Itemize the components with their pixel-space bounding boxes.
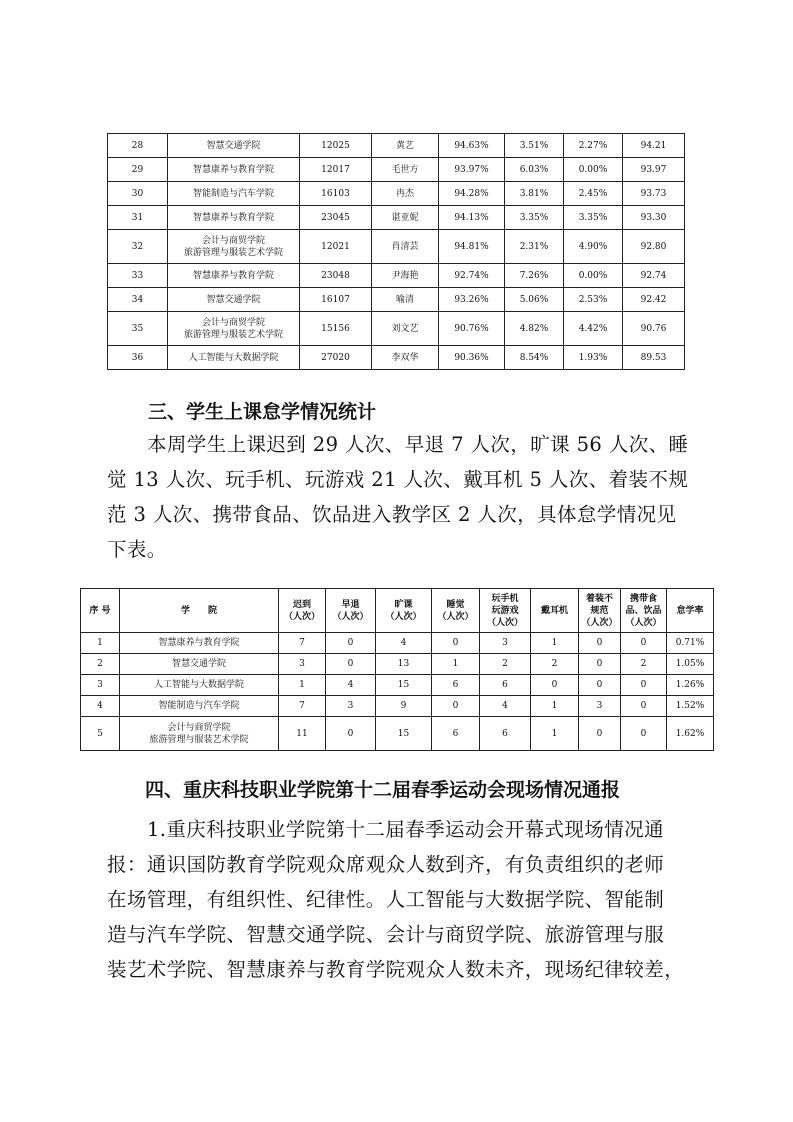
teacher-name: 刘文艺 bbox=[372, 312, 439, 346]
cell-food: 2 bbox=[621, 654, 667, 675]
rate-3: 4.90% bbox=[564, 230, 623, 264]
rate-2: 6.03% bbox=[505, 158, 564, 182]
teacher-name: 毛世方 bbox=[372, 158, 439, 182]
column-header-line: （人次） bbox=[625, 617, 662, 628]
cell-earphone: 1 bbox=[531, 633, 579, 654]
cell-food: 0 bbox=[621, 675, 667, 696]
table-row bbox=[108, 230, 685, 264]
cell-earphone: 2 bbox=[531, 654, 579, 675]
column-header bbox=[621, 589, 667, 633]
cell-absent: 4 bbox=[376, 633, 432, 654]
college-name bbox=[168, 158, 300, 182]
column-header-line: （人次） bbox=[332, 611, 369, 622]
college-name-line: 旅游管理与服装艺术学院 bbox=[149, 734, 249, 745]
college-name bbox=[168, 206, 300, 230]
paragraph-line: 下表。 bbox=[107, 538, 167, 561]
college-name bbox=[168, 264, 300, 288]
paragraph-line: 1.重庆科技职业学院第十二届春季运动会开幕式现场情况通 bbox=[147, 818, 664, 841]
score: 93.30 bbox=[623, 206, 685, 230]
cell-sleep: 1 bbox=[432, 654, 480, 675]
teacher-name: 冉杰 bbox=[372, 182, 439, 206]
paragraph-line: 在场管理，有组织性、纪律性。人工智能与大数据学院、智能制 bbox=[107, 888, 665, 911]
teacher-name: 谌亚妮 bbox=[372, 206, 439, 230]
college-name-line: 智慧交通学院 bbox=[206, 294, 261, 305]
cell-rate: 1.52% bbox=[667, 696, 714, 717]
rate-3: 3.35% bbox=[564, 206, 623, 230]
table-row bbox=[108, 264, 685, 288]
college-name-line: 人工智能与大数据学院 bbox=[153, 680, 244, 690]
table-row bbox=[108, 134, 685, 158]
college-name-line: 旅游管理与服装艺术学院 bbox=[183, 329, 283, 340]
column-header bbox=[376, 589, 432, 633]
table-row bbox=[108, 312, 685, 346]
table-row bbox=[108, 182, 685, 206]
cell-phone: 3 bbox=[480, 633, 531, 654]
column-header-line: 携带食 bbox=[629, 593, 657, 604]
cell-sleep: 0 bbox=[432, 696, 480, 717]
cell-early: 4 bbox=[326, 675, 376, 696]
cell-dress: 0 bbox=[579, 675, 621, 696]
table-row bbox=[81, 675, 714, 696]
teacher-name: 尹海艳 bbox=[372, 264, 439, 288]
ranking-table bbox=[107, 133, 685, 370]
college-name-line: 会计与商贸学院 bbox=[201, 317, 265, 328]
column-header-line: 玩手机 bbox=[491, 593, 519, 604]
column-header-line: （人次） bbox=[385, 611, 422, 622]
cell-phone: 6 bbox=[480, 717, 531, 751]
rate-2: 3.81% bbox=[505, 182, 564, 206]
college-name-line: 旅游管理与服装艺术学院 bbox=[183, 247, 283, 258]
college-name bbox=[120, 717, 279, 751]
column-header bbox=[120, 589, 279, 633]
column-header bbox=[667, 589, 714, 633]
teacher-id: 16107 bbox=[300, 288, 372, 312]
rate-3: 1.93% bbox=[564, 346, 623, 370]
rate-1: 92.74% bbox=[439, 264, 505, 288]
college-name bbox=[168, 312, 300, 346]
cell-early: 0 bbox=[326, 717, 376, 751]
college-name bbox=[168, 346, 300, 370]
teacher-name: 喻清 bbox=[372, 288, 439, 312]
college-name-line: 人工智能与大数据学院 bbox=[188, 352, 279, 363]
rate-1: 90.76% bbox=[439, 312, 505, 346]
score: 89.53 bbox=[623, 346, 685, 370]
college-name bbox=[168, 134, 300, 158]
college-name bbox=[120, 633, 279, 654]
rate-2: 8.54% bbox=[505, 346, 564, 370]
rate-1: 94.63% bbox=[439, 134, 505, 158]
rate-2: 7.26% bbox=[505, 264, 564, 288]
column-header-line: 早退 bbox=[341, 599, 360, 610]
teacher-name: 黄艺 bbox=[372, 134, 439, 158]
teacher-id: 12021 bbox=[300, 230, 372, 264]
cell-dress: 0 bbox=[579, 717, 621, 751]
rate-2: 4.82% bbox=[505, 312, 564, 346]
score: 94.21 bbox=[623, 134, 685, 158]
paragraph-line: 范 3 人次、携带食品、饮品进入教学区 2 人次，具体怠学情况见 bbox=[107, 503, 677, 526]
teacher-id: 12025 bbox=[300, 134, 372, 158]
column-header bbox=[480, 589, 531, 633]
section3-heading: 三、学生上课怠学情况统计 bbox=[148, 401, 377, 423]
table-row bbox=[108, 206, 685, 230]
rank-no: 33 bbox=[108, 264, 168, 288]
table-row bbox=[81, 696, 714, 717]
cell-no: 1 bbox=[81, 633, 120, 654]
paragraph-line: 觉 13 人次、玩手机、玩游戏 21 人次、戴耳机 5 人次、着装不规 bbox=[107, 468, 689, 491]
rate-3: 0.00% bbox=[564, 264, 623, 288]
rank-no: 28 bbox=[108, 134, 168, 158]
column-header bbox=[81, 589, 120, 633]
teacher-name: 肖清芸 bbox=[372, 230, 439, 264]
rate-1: 93.26% bbox=[439, 288, 505, 312]
rate-3: 4.42% bbox=[564, 312, 623, 346]
rate-1: 93.97% bbox=[439, 158, 505, 182]
cell-dress: 0 bbox=[579, 633, 621, 654]
cell-phone: 6 bbox=[480, 675, 531, 696]
column-header-line: 着装不 bbox=[585, 593, 613, 604]
column-header-line: 序 号 bbox=[89, 605, 111, 616]
cell-no: 2 bbox=[81, 654, 120, 675]
teacher-id: 16103 bbox=[300, 182, 372, 206]
cell-late: 7 bbox=[279, 696, 326, 717]
college-name bbox=[168, 288, 300, 312]
rate-3: 0.00% bbox=[564, 158, 623, 182]
paragraph-line: 装艺术学院、智慧康养与教育学院观众人数未齐，现场纪律较差， bbox=[107, 958, 685, 981]
table-row bbox=[108, 288, 685, 312]
column-header-line: （人次） bbox=[486, 617, 523, 628]
column-header-line: （人次） bbox=[581, 617, 618, 628]
cell-rate: 1.05% bbox=[667, 654, 714, 675]
teacher-id: 23048 bbox=[300, 264, 372, 288]
college-name bbox=[168, 182, 300, 206]
column-header-line: 怠学率 bbox=[676, 605, 704, 616]
column-header-line: 品、饮品 bbox=[625, 605, 662, 616]
rate-2: 2.31% bbox=[505, 230, 564, 264]
rate-2: 3.51% bbox=[505, 134, 564, 158]
cell-absent: 9 bbox=[376, 696, 432, 717]
score: 93.97 bbox=[623, 158, 685, 182]
cell-no: 4 bbox=[81, 696, 120, 717]
college-name-line: 智能制造与汽车学院 bbox=[158, 701, 240, 711]
cell-food: 0 bbox=[621, 633, 667, 654]
column-header-line: 学 院 bbox=[180, 605, 217, 616]
cell-rate: 1.26% bbox=[667, 675, 714, 696]
cell-sleep: 6 bbox=[432, 717, 480, 751]
section4-heading: 四、重庆科技职业学院第十二届春季运动会现场情况通报 bbox=[145, 779, 621, 801]
rank-no: 32 bbox=[108, 230, 168, 264]
teacher-id: 12017 bbox=[300, 158, 372, 182]
college-name-line: 智慧康养与教育学院 bbox=[192, 270, 274, 281]
rank-no: 36 bbox=[108, 346, 168, 370]
rank-no: 29 bbox=[108, 158, 168, 182]
column-header-line: （人次） bbox=[437, 611, 474, 622]
rank-no: 34 bbox=[108, 288, 168, 312]
column-header bbox=[579, 589, 621, 633]
cell-phone: 2 bbox=[480, 654, 531, 675]
college-name-line: 会计与商贸学院 bbox=[201, 235, 265, 246]
rate-2: 5.06% bbox=[505, 288, 564, 312]
college-name-line: 智慧康养与教育学院 bbox=[192, 164, 274, 175]
cell-absent: 13 bbox=[376, 654, 432, 675]
cell-sleep: 0 bbox=[432, 633, 480, 654]
cell-rate: 1.62% bbox=[667, 717, 714, 751]
cell-absent: 15 bbox=[376, 717, 432, 751]
cell-no: 3 bbox=[81, 675, 120, 696]
college-name-line: 智慧交通学院 bbox=[171, 659, 226, 669]
cell-late: 11 bbox=[279, 717, 326, 751]
cell-no: 5 bbox=[81, 717, 120, 751]
cell-earphone: 1 bbox=[531, 717, 579, 751]
cell-early: 3 bbox=[326, 696, 376, 717]
college-name bbox=[120, 696, 279, 717]
table-row bbox=[81, 717, 714, 751]
rank-no: 35 bbox=[108, 312, 168, 346]
cell-dress: 3 bbox=[579, 696, 621, 717]
cell-absent: 15 bbox=[376, 675, 432, 696]
cell-dress: 0 bbox=[579, 654, 621, 675]
teacher-id: 15156 bbox=[300, 312, 372, 346]
cell-phone: 4 bbox=[480, 696, 531, 717]
rate-1: 94.81% bbox=[439, 230, 505, 264]
cell-late: 3 bbox=[279, 654, 326, 675]
paragraph-line: 报：通识国防教育学院观众席观众人数到齐，有负责组织的老师 bbox=[107, 853, 665, 876]
college-name-line: 智慧康养与教育学院 bbox=[192, 212, 274, 223]
cell-food: 0 bbox=[621, 696, 667, 717]
rate-3: 2.27% bbox=[564, 134, 623, 158]
cell-rate: 0.71% bbox=[667, 633, 714, 654]
rate-1: 94.13% bbox=[439, 206, 505, 230]
cell-earphone: 1 bbox=[531, 696, 579, 717]
column-header-line: 睡觉 bbox=[446, 599, 465, 610]
cell-late: 1 bbox=[279, 675, 326, 696]
table-row bbox=[108, 346, 685, 370]
table-row bbox=[108, 158, 685, 182]
rate-2: 3.35% bbox=[505, 206, 564, 230]
cell-early: 0 bbox=[326, 633, 376, 654]
table-row bbox=[81, 654, 714, 675]
column-header-line: 旷课 bbox=[394, 599, 413, 610]
score: 92.42 bbox=[623, 288, 685, 312]
college-name-line: 智慧交通学院 bbox=[206, 140, 261, 151]
rate-1: 90.36% bbox=[439, 346, 505, 370]
score: 92.80 bbox=[623, 230, 685, 264]
score: 90.76 bbox=[623, 312, 685, 346]
column-header bbox=[326, 589, 376, 633]
cell-food: 0 bbox=[621, 717, 667, 751]
rank-no: 31 bbox=[108, 206, 168, 230]
teacher-id: 27020 bbox=[300, 346, 372, 370]
rank-no: 30 bbox=[108, 182, 168, 206]
cell-early: 0 bbox=[326, 654, 376, 675]
college-name-line: 智慧康养与教育学院 bbox=[158, 638, 240, 648]
table-row bbox=[81, 633, 714, 654]
column-header-line: 玩游戏 bbox=[491, 605, 519, 616]
score: 93.73 bbox=[623, 182, 685, 206]
column-header-line: 规范 bbox=[590, 605, 609, 616]
college-name bbox=[120, 654, 279, 675]
column-header bbox=[279, 589, 326, 633]
teacher-id: 23045 bbox=[300, 206, 372, 230]
cell-sleep: 6 bbox=[432, 675, 480, 696]
college-name-line: 智能制造与汽车学院 bbox=[192, 188, 274, 199]
column-header-line: （人次） bbox=[283, 611, 320, 622]
college-name bbox=[120, 675, 279, 696]
teacher-name: 李双华 bbox=[372, 346, 439, 370]
cell-late: 7 bbox=[279, 633, 326, 654]
rate-1: 94.28% bbox=[439, 182, 505, 206]
paragraph-line: 本周学生上课迟到 29 人次、早退 7 人次，旷课 56 人次、睡 bbox=[147, 433, 689, 456]
cell-earphone: 0 bbox=[531, 675, 579, 696]
column-header-line: 迟到 bbox=[292, 599, 311, 610]
absence-table bbox=[80, 588, 714, 751]
college-name-line: 会计与商贸学院 bbox=[167, 722, 231, 733]
college-name bbox=[168, 230, 300, 264]
column-header bbox=[531, 589, 579, 633]
column-header bbox=[432, 589, 480, 633]
column-header-line: 戴耳机 bbox=[540, 605, 568, 616]
score: 92.74 bbox=[623, 264, 685, 288]
paragraph-line: 造与汽车学院、智慧交通学院、会计与商贸学院、旅游管理与服 bbox=[107, 923, 665, 946]
rate-3: 2.45% bbox=[564, 182, 623, 206]
rate-3: 2.53% bbox=[564, 288, 623, 312]
